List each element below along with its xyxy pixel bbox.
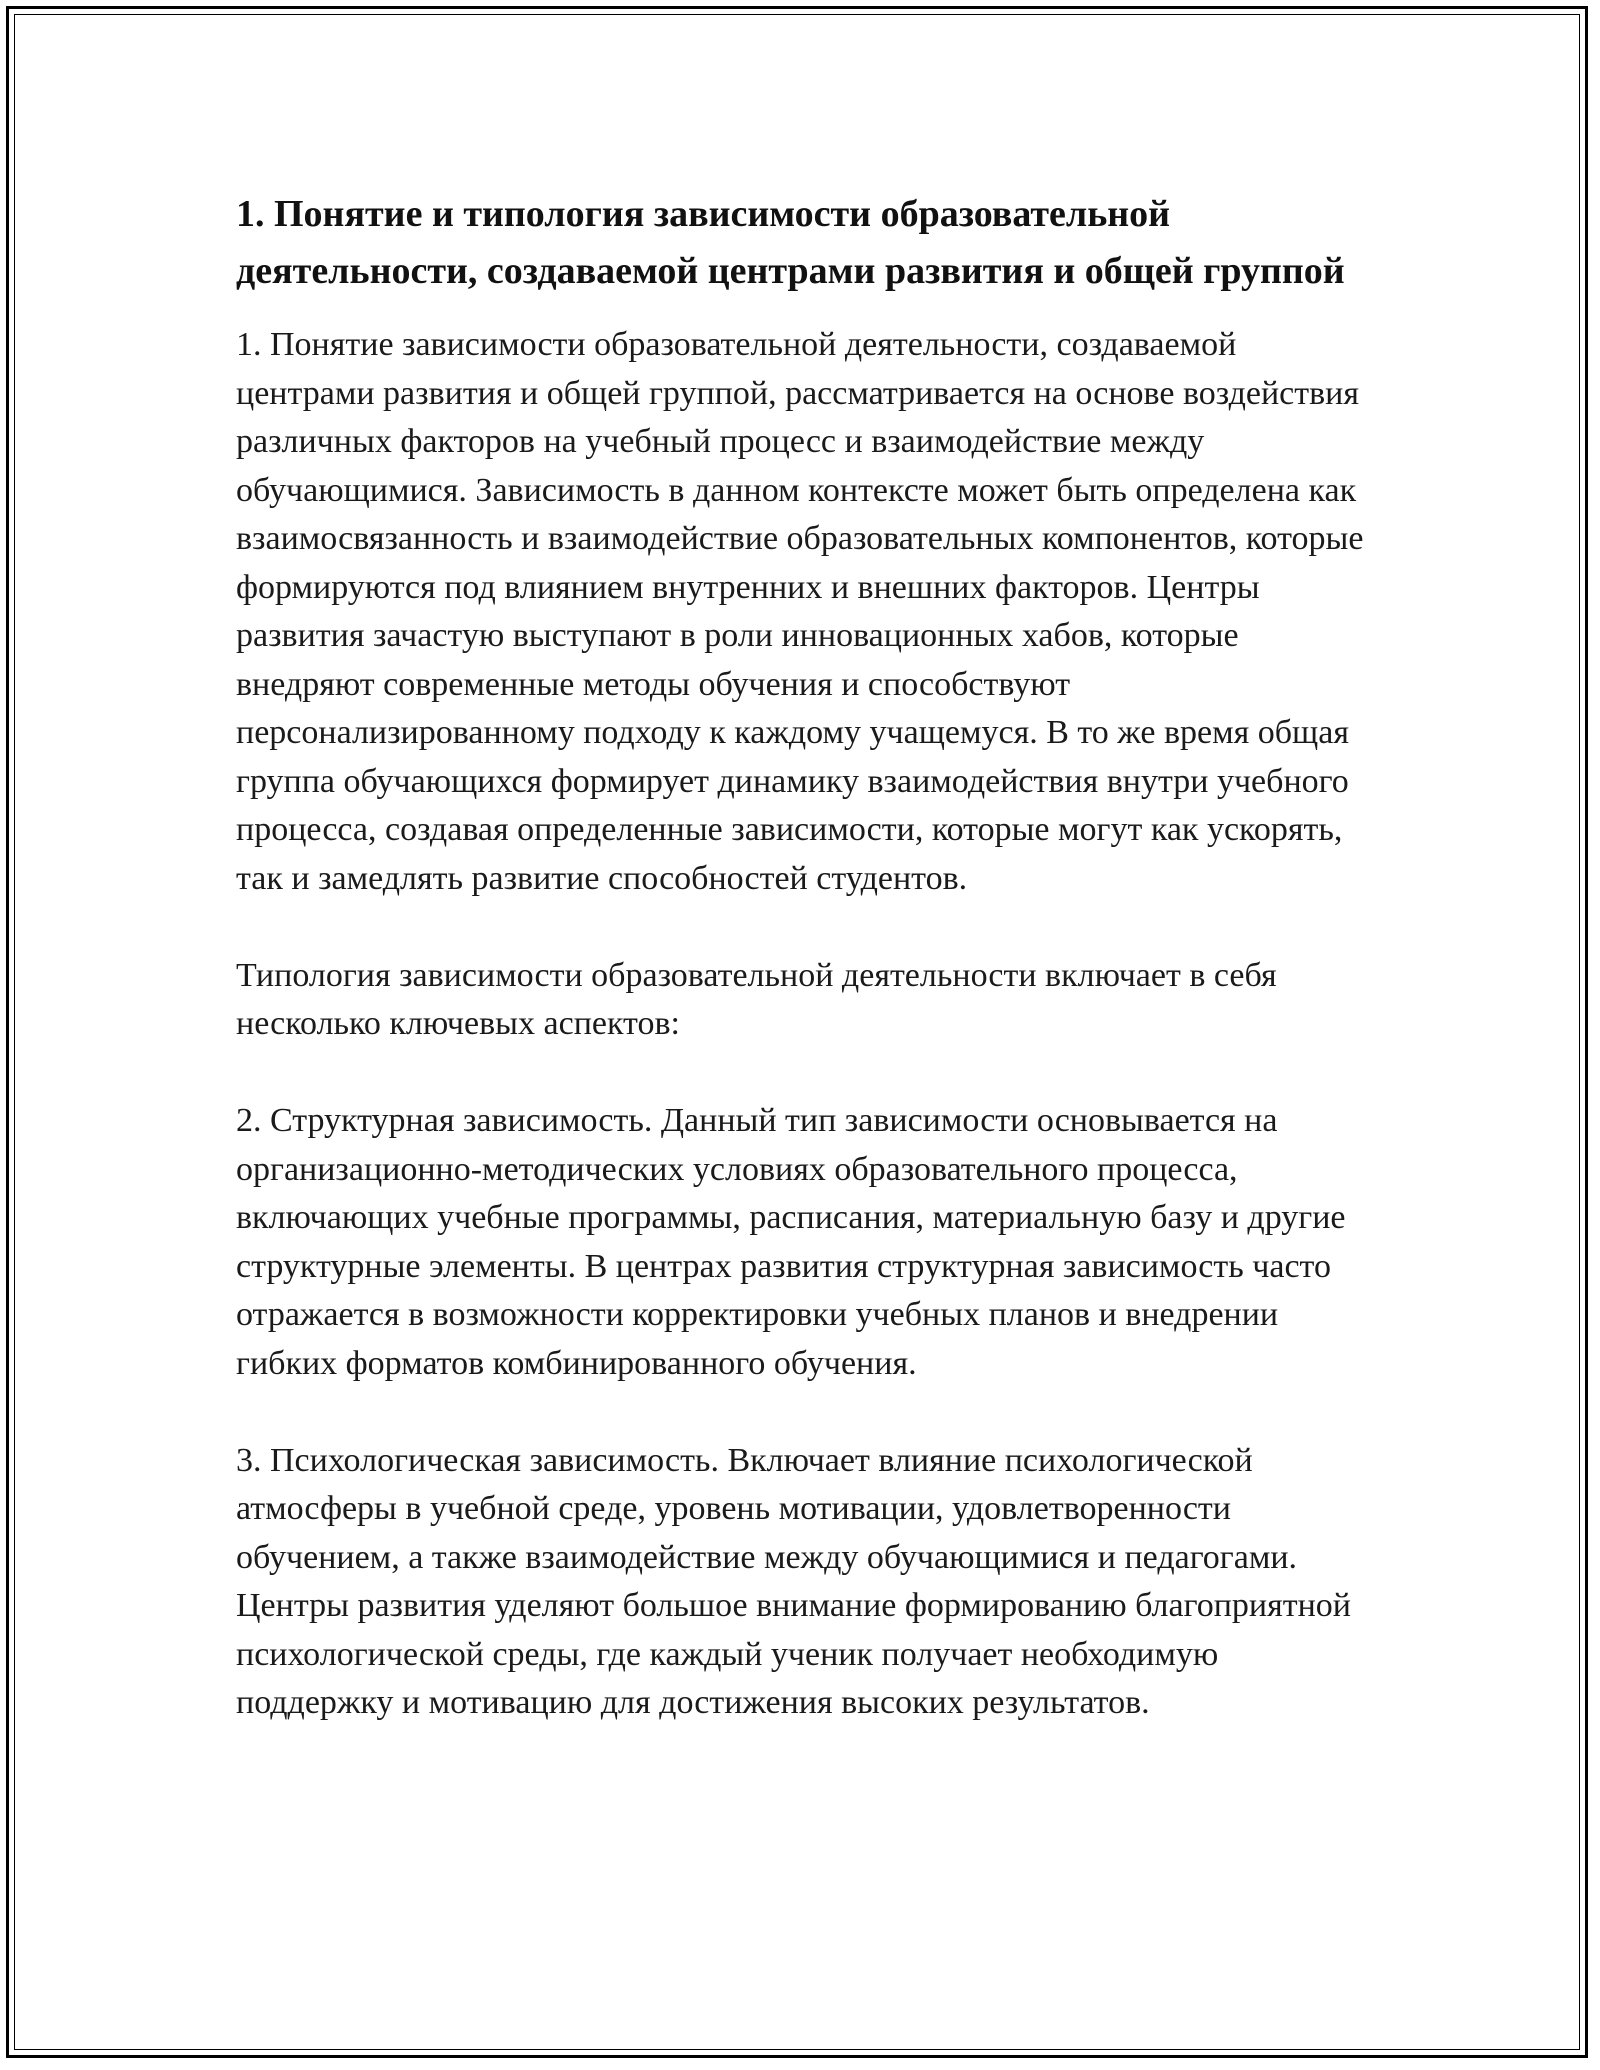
section-heading: 1. Понятие и типология зависимости образовательной деятельности, создаваемой центрами развития и общей группой	[236, 193, 1345, 292]
paragraph-typology-intro: Типология зависимости образовательной деятельности включает в себя несколько ключевых аспектов:	[236, 956, 1277, 1042]
document-body	[236, 186, 1376, 1728]
paragraph-psychological-dependence: 3. Психологическая зависимость. Включает влияние психологической атмосферы в учебной среде, уровень мотивации, удовлетворенности обучением, а также взаимодействие между обучающимися и педагогами. Центры развития уделяют большое внимание формированию благоприятной психологической среды, где каждый ученик получает необходимую поддержку и мотивацию для достижения высоких результатов.	[236, 1441, 1351, 1721]
paragraph-structural-dependence: 2. Структурная зависимость. Данный тип зависимости основывается на организационно-методических условиях образовательного процесса, включающих учебные программы, расписания, материальную базу и другие структурные элементы. В центрах развития структурная зависимость часто отражается в возможности корректировки учебных планов и внедрении гибких форматов комбинированного обучения.	[236, 1102, 1346, 1382]
paragraph-concept: 1. Понятие зависимости образовательной деятельности, создаваемой центрами развития и общей группой, рассматривается на основе воздействия различных факторов на учебный процесс и взаимодействие между обучающимися. Зависимость в данном контексте может быть определена как взаимосвязанность и взаимодействие образовательных компонентов, которые формируются под влиянием внутренних и внешних факторов. Центры развития зачастую выступают в роли инновационных хабов, которые внедряют современные методы обучения и способствуют персонализированному подходу к каждому учащемуся. В то же время общая группа обучающихся формирует динамику взаимодействия внутри учебного процесса, создавая определенные зависимости, которые могут как ускорять, так и замедлять развитие способностей студентов.	[236, 326, 1364, 897]
